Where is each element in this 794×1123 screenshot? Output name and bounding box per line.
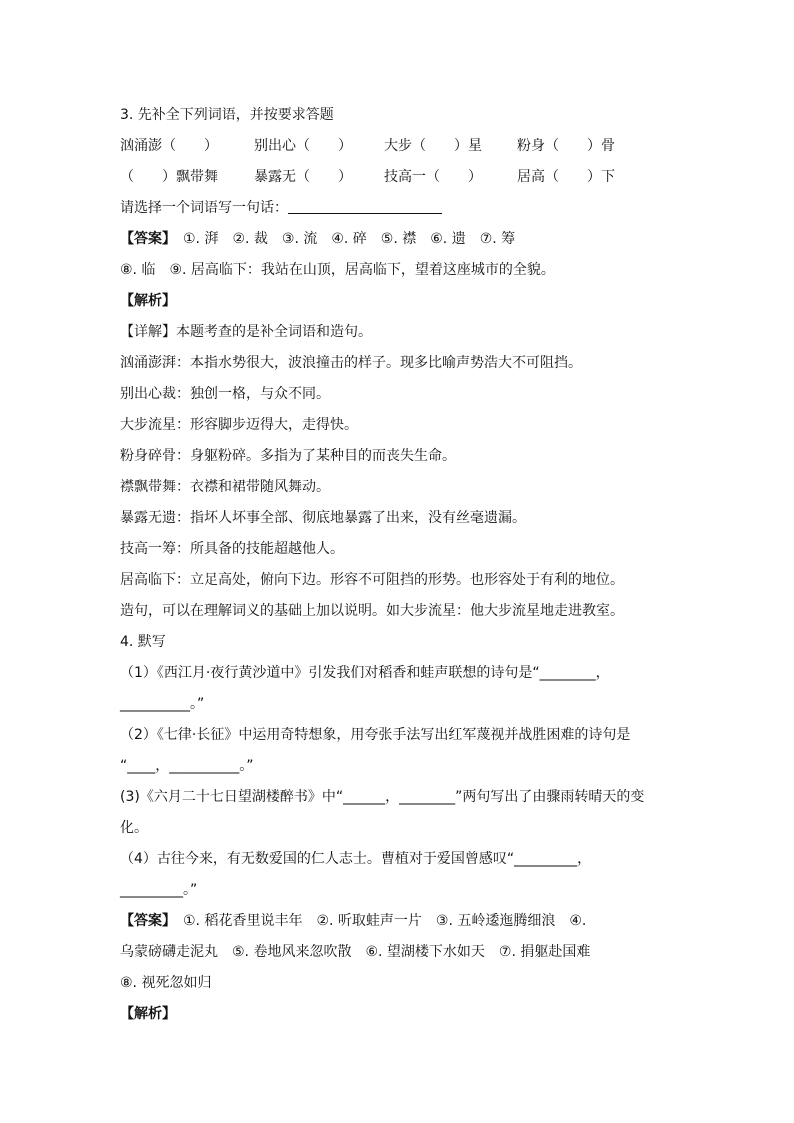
detail-line: 大步流星：形容脚步迈得大，走得快。: [120, 417, 358, 433]
q3-word: 粉身（ ）骨: [517, 138, 615, 154]
q3-sentence-prompt: [120, 193, 680, 224]
q3-words-row1: [120, 131, 680, 162]
q3-word: （ ）飘带舞: [120, 169, 218, 185]
q4-title: 4. 默写: [120, 634, 166, 650]
detail-line: 技高一筹：所具备的技能超越他人。: [120, 541, 344, 557]
q3-answer-cont: ⑧. 临 ⑨. 居高临下：我站在山顶，居高临下，望着这座城市的全貌。: [120, 262, 555, 278]
q4-item2: （2）《七律·长征》中运用奇特想象，用夸张手法写出红军蔑视并战胜困难的诗句是: [120, 727, 631, 743]
q4-item4-cont: _________。”: [120, 882, 198, 898]
answer-text: ①. 稻花香里说丰年 ②. 听取蛙声一片 ③. 五岭逶迤腾细浪 ④.: [183, 913, 587, 929]
q4-item3-cont: 化。: [120, 820, 148, 836]
detail-line: 别出心裁：独创一格，与众不同。: [120, 386, 330, 402]
q3-word: 暴露无（ ）: [254, 169, 352, 185]
q4-answer-cont: ⑧. 视死忽如归: [120, 975, 212, 991]
q4-item1-cont: __________。”: [120, 696, 205, 712]
q3-word: 别出心（ ）: [254, 138, 352, 154]
q4-item4: （4）古往今来，有无数爱国的仁人志士。曹植对于爱国曾感叹“_________，: [120, 851, 592, 867]
q3-word: 大步（ ）星: [384, 138, 482, 154]
detail-line: 暴露无遗：指坏人坏事全部、彻底地暴露了出来，没有丝毫遗漏。: [120, 510, 526, 526]
q4-item2-cont: “____，__________。”: [120, 758, 254, 774]
q4-item3: (3)《六月二十七日望湖楼醉书》中“______，________”两句写出了由骤雨转晴天的变: [120, 789, 645, 805]
detail-line: 襟飘带舞：衣襟和裙带随风舞动。: [120, 479, 330, 495]
q4-item1: （1）《西江月·夜行黄沙道中》引发我们对稻香和蛙声联想的诗句是“________，: [120, 665, 610, 681]
answer-text: ①. 湃 ②. 裁 ③. 流 ④. 碎 ⑤. 襟 ⑥. 遗 ⑦. 筹: [183, 231, 516, 247]
q4-analysis-label: 【解析】: [120, 1006, 176, 1022]
q3-word: 技高一（ ）: [384, 169, 482, 185]
q4-answer-cont: 乌蒙磅礴走泥丸 ⑤. 卷地风来忽吹散 ⑥. 望湖楼下水如天 ⑦. 捐躯赴国难: [120, 944, 591, 960]
q3-word: 汹涌澎（ ）: [120, 138, 218, 154]
sentence-blank: [288, 195, 442, 214]
detail-line: 【详解】本题考查的是补全词语和造句。: [120, 324, 372, 340]
q3-title: 3. 先补全下列词语，并按要求答题: [120, 107, 334, 123]
q3-word: 居高（ ）下: [517, 169, 615, 185]
q3-words-row2: [120, 162, 680, 193]
detail-line: 粉身碎骨：身躯粉碎。多指为了某种目的而丧失生命。: [120, 448, 456, 464]
sentence-prompt-text: 请选择一个词语写一句话：: [120, 200, 288, 216]
detail-line: 居高临下：立足高处，俯向下边。形容不可阻挡的形势。也形容处于有利的地位。: [120, 572, 624, 588]
answer-label: 【答案】: [120, 913, 169, 929]
detail-line: 汹涌澎湃：本指水势很大，波浪撞击的样子。现多比喻声势浩大不可阻挡。: [120, 355, 582, 371]
document-page: [120, 100, 680, 1030]
q3-answer: [120, 224, 680, 255]
answer-label: 【答案】: [120, 231, 169, 247]
detail-line: 造句，可以在理解词义的基础上加以说明。如大步流星：他大步流星地走进教室。: [120, 603, 624, 619]
q3-analysis-label: 【解析】: [120, 293, 176, 309]
q4-answer: [120, 906, 680, 937]
